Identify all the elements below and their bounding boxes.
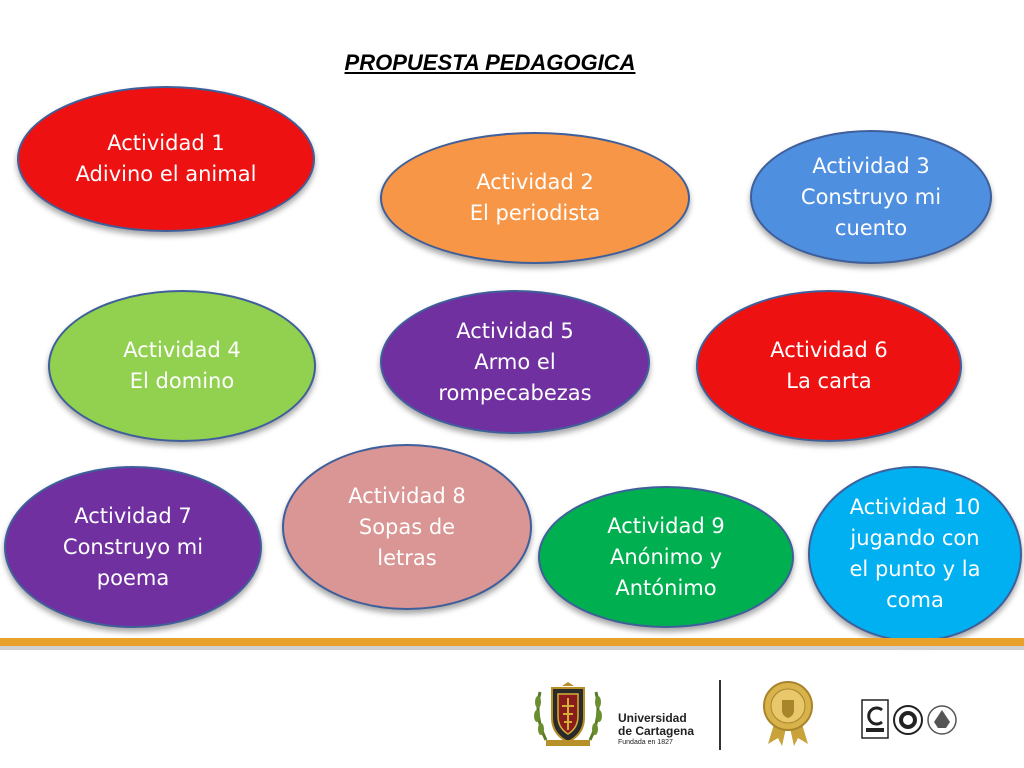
- activity-oval-2[interactable]: [380, 132, 690, 264]
- activity-label: Actividad 3 Construyo mi cuento: [800, 153, 942, 240]
- activity-oval-10[interactable]: [808, 466, 1022, 642]
- footer-divider: [0, 638, 1024, 650]
- footer-separator: [719, 680, 721, 750]
- activity-label: Actividad 4 El domino: [123, 338, 241, 393]
- activity-oval-7[interactable]: [4, 466, 262, 628]
- activity-oval-6[interactable]: [696, 290, 962, 442]
- university-founded: Fundada en 1827: [618, 739, 673, 746]
- footer-orange-bar: [0, 638, 1024, 646]
- university-wordmark: [618, 712, 694, 747]
- page-title: PROPUESTA PEDAGOGICA: [344, 50, 636, 75]
- university-crest-icon: [532, 682, 604, 750]
- activity-label: Actividad 2 El periodista: [469, 170, 601, 225]
- activity-oval-1[interactable]: [17, 86, 315, 232]
- activity-oval-9[interactable]: [538, 486, 794, 628]
- university-name-line-2: de Cartagena: [618, 724, 695, 738]
- activity-oval-8[interactable]: [282, 444, 532, 610]
- activity-label: Actividad 8 Sopas de letras: [348, 483, 466, 570]
- activity-label: Actividad 9 Anónimo y Antónimo: [607, 513, 725, 600]
- university-name-line-1: Universidad: [618, 711, 687, 725]
- activity-oval-5[interactable]: [380, 290, 650, 434]
- activity-label: Actividad 1 Adivino el animal: [75, 131, 257, 186]
- activity-oval-4[interactable]: [48, 290, 316, 442]
- activity-label: Actividad 10 jugando con el punto y la coma: [849, 495, 981, 612]
- accreditation-seal-icon: [760, 680, 816, 746]
- quality-certification-icon: [860, 698, 964, 742]
- activity-oval-3[interactable]: [750, 130, 992, 264]
- footer-gray-bar: [0, 646, 1024, 650]
- activity-label: Actividad 6 La carta: [770, 338, 888, 393]
- activity-label: Actividad 7 Construyo mi poema: [62, 503, 204, 590]
- activity-label: Actividad 5 Armo el rompecabezas: [438, 318, 592, 405]
